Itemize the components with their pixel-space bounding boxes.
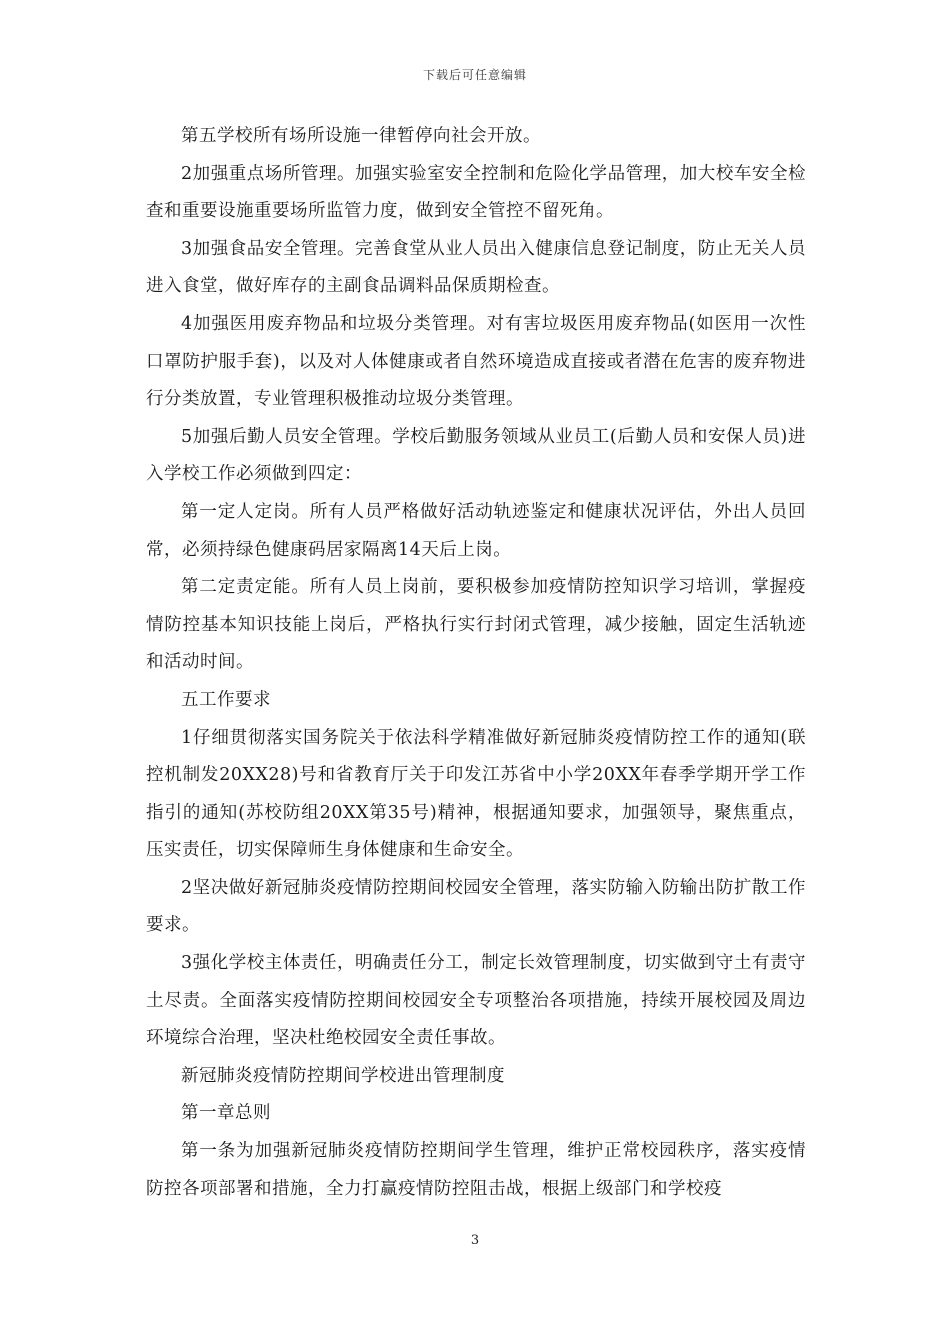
paragraph-11: 3强化学校主体责任，明确责任分工，制定长效管理制度，切实做到守土有责守土尽责。全面落实疫情防控期间校园安全专项整治各项措施，持续开展校园及周边环境综合治理，坚决杜绝校园安全责任事故。 xyxy=(146,953,806,1049)
page-header: 下载后可任意编辑 xyxy=(422,68,527,82)
paragraph-10: 2坚决做好新冠肺炎疫情防控期间校园安全管理，落实防输入防输出防扩散工作要求。 xyxy=(146,877,806,936)
paragraph-2: 2加强重点场所管理。加强实验室安全控制和危险化学品管理，加大校车安全检查和重要设施重要场所监管力度，做到安全管控不留死角。 xyxy=(146,163,806,222)
paragraph-5: 5加强后勤人员安全管理。学校后勤服务领域从业员工(后勤人员和安保人员)进入学校工作必须做到四定： xyxy=(146,426,806,485)
paragraph-6: 第一定人定岗。所有人员严格做好活动轨迹鉴定和健康状况评估，外出人员回常，必须持绿色健康码居家隔离14天后上岗。 xyxy=(146,501,806,560)
paragraph-4: 4加强医用废弃物品和垃圾分类管理。对有害垃圾医用废弃物品(如医用一次性口罩防护服手套)，以及对人体健康或者自然环境造成直接或者潜在危害的废弃物进行分类放置，专业管理积极推动垃圾分类管理。 xyxy=(146,313,806,410)
paragraph-1: 第五学校所有场所设施一律暂停向社会开放。 xyxy=(181,126,541,146)
chapter-heading-general: 第一章总则 xyxy=(181,1103,271,1124)
paragraph-9: 1仔细贯彻落实国务院关于依法科学精准做好新冠肺炎疫情防控工作的通知(联控机制发20XX28)号和省教育厅关于印发江苏省中小学20XX年春季学期开学工作指引的通知(苏校防组20XX第35号)精神，根据通知要求，加强领导，聚焦重点，压实责任，切实保障师生身体健康和生命安全。 xyxy=(146,727,806,861)
section-title-entry-exit-rules: 新冠肺炎疫情防控期间学校进出管理制度 xyxy=(181,1065,505,1086)
document-body xyxy=(146,118,806,1208)
section-heading-work-requirements: 五工作要求 xyxy=(181,689,271,710)
page-number: 3 xyxy=(470,1233,480,1248)
paragraph-7: 第二定责定能。所有人员上岗前，要积极参加疫情防控知识学习培训，掌握疫情防控基本知识技能上岗后，严格执行实行封闭式管理，减少接触，固定生活轨迹和活动时间。 xyxy=(146,577,806,673)
paragraph-3: 3加强食品安全管理。完善食堂从业人员出入健康信息登记制度，防止无关人员进入食堂，做好库存的主副食品调料品保质期检查。 xyxy=(146,238,806,297)
paragraph-14: 第一条为加强新冠肺炎疫情防控期间学生管理，维护正常校园秩序，落实疫情防控各项部署和措施，全力打赢疫情防控阻击战，根据上级部门和学校疫 xyxy=(146,1141,806,1199)
